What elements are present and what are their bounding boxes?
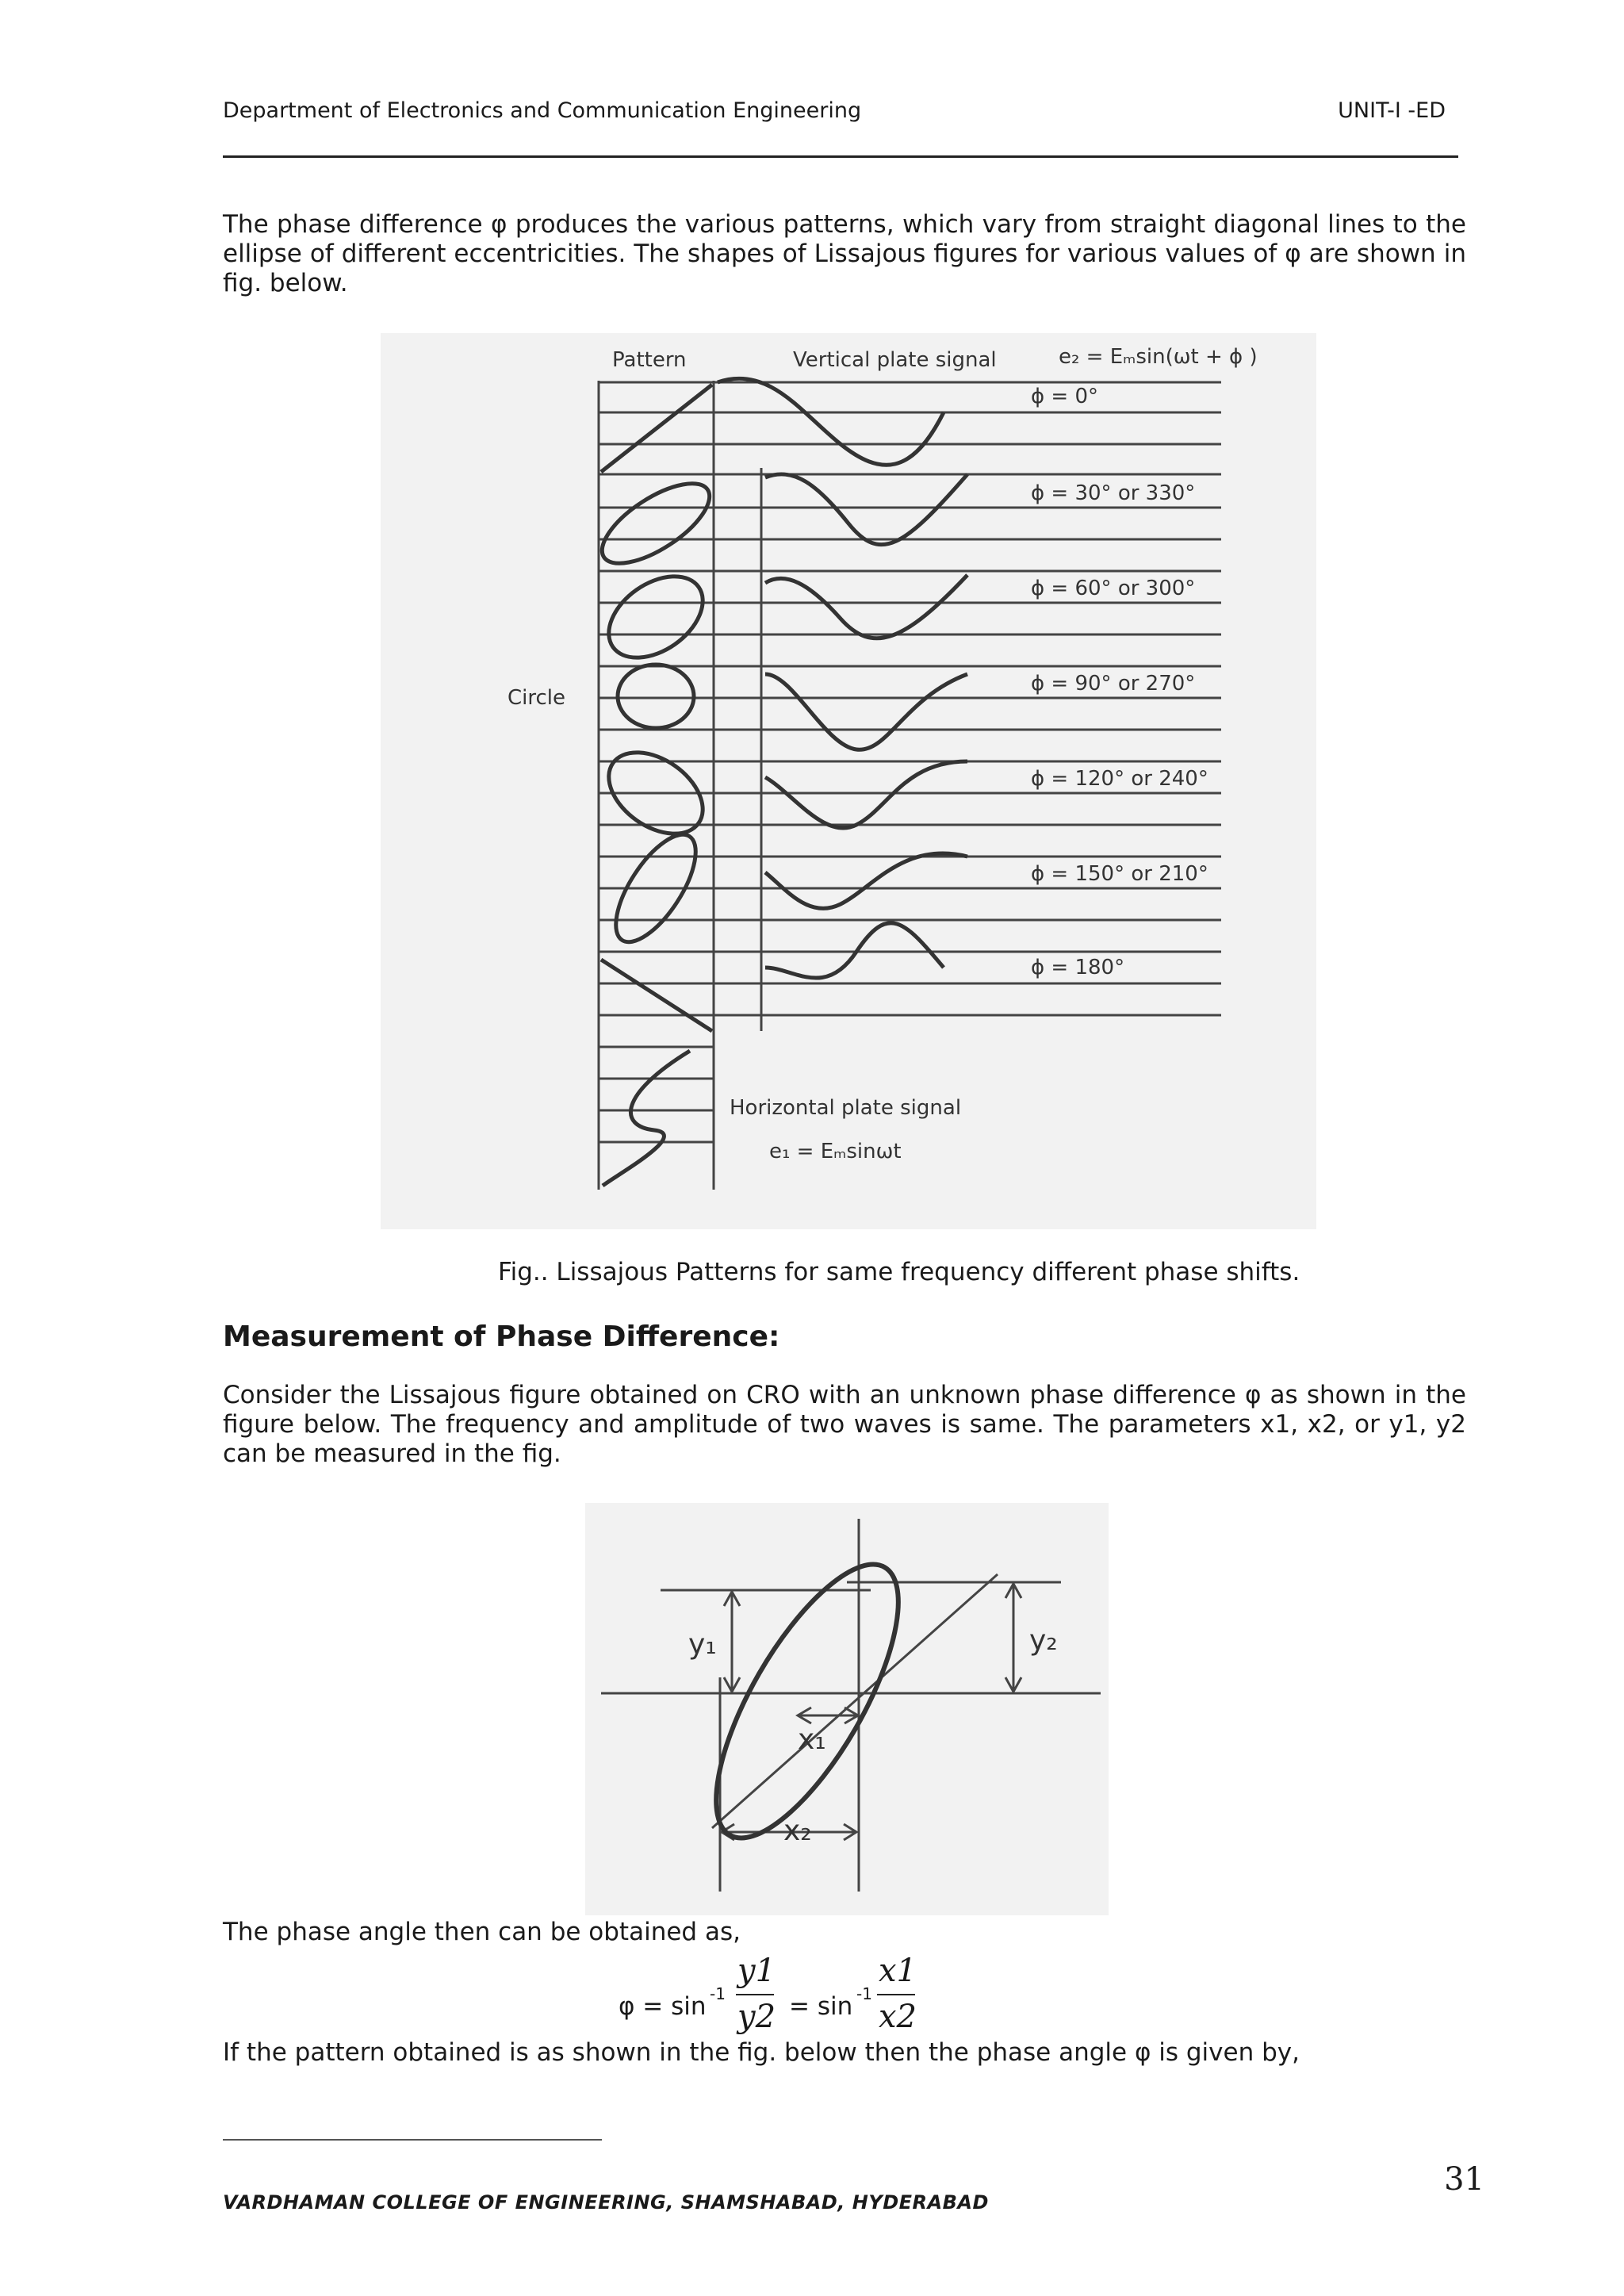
lissajous-patterns-figure	[381, 333, 1316, 1229]
phase-label: ϕ = 120° or 240°	[1031, 767, 1208, 791]
phase-angle-text: The phase angle then can be obtained as,	[223, 1918, 741, 1946]
last-paragraph: If the pattern obtained is as shown in the fig. below then the phase angle φ is given by,	[223, 2038, 1300, 2067]
formula-numerator-x1: x1	[879, 1953, 917, 1989]
formula-denominator-x2: x2	[879, 1999, 917, 2035]
header-rule	[223, 155, 1458, 158]
header-department: Department of Electronics and Communication Engineering	[223, 98, 862, 123]
formula-inverse-superscript: -1	[710, 1984, 726, 2003]
fraction-bar	[877, 1994, 915, 1995]
phase-label: ϕ = 150° or 210°	[1031, 862, 1208, 886]
y1-label: y₁	[688, 1628, 717, 1661]
x1-label: x₁	[798, 1723, 826, 1756]
e1-formula: e₁ = Eₘsinωt	[769, 1140, 902, 1163]
phase-label: ϕ = 0°	[1031, 385, 1099, 408]
phase-label: ϕ = 60° or 300°	[1031, 577, 1196, 600]
footnote-rule	[223, 2139, 602, 2141]
intro-paragraph: The phase difference φ produces the various patterns, which vary from straight diagonal lines to the ellipse of different eccentricities. The shapes of Lissajous figures for various values of φ are shown in fig. below.	[223, 210, 1466, 297]
figure1-caption: Fig.. Lissajous Patterns for same frequency different phase shifts.	[498, 1258, 1300, 1286]
horizontal-plate-label: Horizontal plate signal	[730, 1096, 962, 1120]
formula-mid: = sin	[789, 1992, 853, 2021]
x2-label: x₂	[783, 1815, 812, 1847]
fraction-bar	[736, 1994, 774, 1995]
formula-lhs: φ = sin	[619, 1992, 707, 2021]
phase-label: ϕ = 30° or 330°	[1031, 481, 1196, 505]
phase-measurement-figure	[585, 1503, 1109, 1915]
pattern-label: Pattern	[612, 348, 687, 372]
formula-inverse-superscript: -1	[856, 1984, 872, 2003]
header-unit: UNIT-I -ED	[1338, 98, 1446, 123]
circle-label: Circle	[508, 686, 566, 710]
page-number: 31	[1444, 2161, 1484, 2198]
y2-label: y₂	[1029, 1624, 1058, 1657]
phase-label: ϕ = 180°	[1031, 956, 1125, 979]
formula-denominator-y2: y2	[737, 1999, 776, 2035]
phase-label: ϕ = 90° or 270°	[1031, 672, 1196, 696]
section-heading: Measurement of Phase Difference:	[223, 1320, 780, 1353]
e2-formula: e₂ = Eₘsin(ωt + ϕ )	[1059, 345, 1258, 369]
measure-paragraph: Consider the Lissajous figure obtained on CRO with an unknown phase difference φ as shown in the figure below. The frequency and amplitude of two waves is same. The parameters x1, x2, or y1, y2 can be measured in the fig.	[223, 1381, 1466, 1468]
vertical-plate-label: Vertical plate signal	[793, 348, 997, 372]
formula-numerator-y1: y1	[737, 1953, 776, 1989]
footer-college: VARDHAMAN COLLEGE OF ENGINEERING, SHAMSHABAD, HYDERABAD	[223, 2191, 989, 2214]
